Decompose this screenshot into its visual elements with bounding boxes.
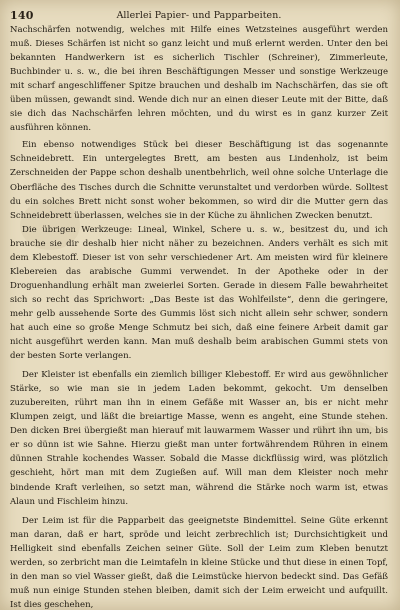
page-header [10,9,388,23]
paragraph: Nachschärfen notwendig, welches mit Hilfe eines Wetzsteines ausgeführt werden muß. Dieses Schärfen ist nicht so ganz leicht und muß erlernt werden. Unter den bei bekannten Handwerkern ist es sicherlich Tischler (Schreiner), Zimmerleute, Buchbinder u. s. w., die bei ihren Beschäftigungen Messer und sonstige Werkzeuge mit scharf angeschliffener Spitze brauchen und deshalb im Nachschärfen, das sie oft üben müssen, gewandt sind. Wende dich nur an einen dieser Leute mit der Bitte, daß sie dich das Nachschärfen lehren möchten, und du wirst es in ganz kurzer Zeit ausführen können. [10,25,388,134]
paragraph: Ein ebenso notwendiges Stück bei dieser Beschäftigung ist das sogenannte Schneidebrett. Ein untergelegtes Brett, am besten aus Lindenholz, ist beim Zerschneiden der Pappe schon deshalb unentbehrlich, weil ohne solche Unterlage die Oberfläche des Tisches durch die Schnitte verunstaltet und verdorben würde. Solltest du ein solches Brett nicht sonst woher bekommen, so wird dir die Mutter gern das Schneidebrett überlassen, welches sie in der Küche zu ähnlichen Zwecken benutzt. [10,140,388,221]
paragraph: Die übrigen Werkzeuge: Lineal, Winkel, Schere u. s. w., besitzest du, und ich brauche sie dir deshalb hier nicht näher zu bezeichnen. Anders verhält es sich mit dem Klebestoff. Dieser ist von sehr verschiedener Art. Am meisten wird für kleinere Klebereien das arabische Gummi verwendet. In der Apotheke oder in der Droguenhandlung erhält man zweierlei Sorten. Gerade in diesem Falle bewahrheitet sich so recht das Sprichwort: „Das Beste ist das Wohlfeilste“, denn die geringere, mehr gelb aussehende Sorte des Gummis löst sich nicht allein sehr schwer, sondern hat auch eine so große Menge Schmutz bei sich, daß eine feinere Arbeit damit gar nicht ausgeführt werden kann. Man muß deshalb beim arabischen Gummi stets von der besten Sorte verlangen. [10,224,388,362]
paragraph: Der Kleister ist ebenfalls ein ziemlich billiger Klebestoff. Er wird aus gewöhnlicher Stärke, so wie man sie in jedem Laden bekommt, gekocht. Um denselben zuzubereiten, rührt man ihn in einem Gefäße mit Wasser an, bis er nicht mehr Klumpen zeigt, und läßt die breiartige Masse, wenn es angeht, eine Stunde stehen. Den dicken Brei übergießt man hierauf mit lauwarmem Wasser und rührt ihn um, bis er so dünn ist wie Sahne. Hierzu gießt man unter fortwährendem Rühren in einem dünnen Strahle kochendes Wasser. Sobald die Masse dickflüssig wird, was plötzlich geschieht, hört man mit dem Zugießen auf. Will man dem Kleister noch mehr bindende Kraft verleihen, so setzt man, während die Stärke noch warm ist, etwas Alaun und Fischleim hinzu. [10,370,388,507]
body-text [10,23,388,610]
running-head: Allerlei Papier- und Papparbeiten. [116,10,282,21]
page-number: 140 [10,9,34,22]
paragraph: Der Leim ist für die Papparbeit das geeignetste Bindemittel. Seine Güte erkennt man daran, daß er hart, spröde und leicht zerbrechlich ist; Durchsichtigkeit und Helligkeit sind ebenfalls Zeichen seiner Güte. Soll der Leim zum Kleben benutzt werden, so zerbricht man die Leimtafeln in kleine Stücke und thut diese in einen Topf, in den man so viel Wasser gießt, daß die Leimstücke hiervon bedeckt sind. Das Gefäß muß nun einige Stunden stehen bleiben, damit sich der Leim erweicht und aufquillt. Ist dies geschehen, [10,515,388,610]
